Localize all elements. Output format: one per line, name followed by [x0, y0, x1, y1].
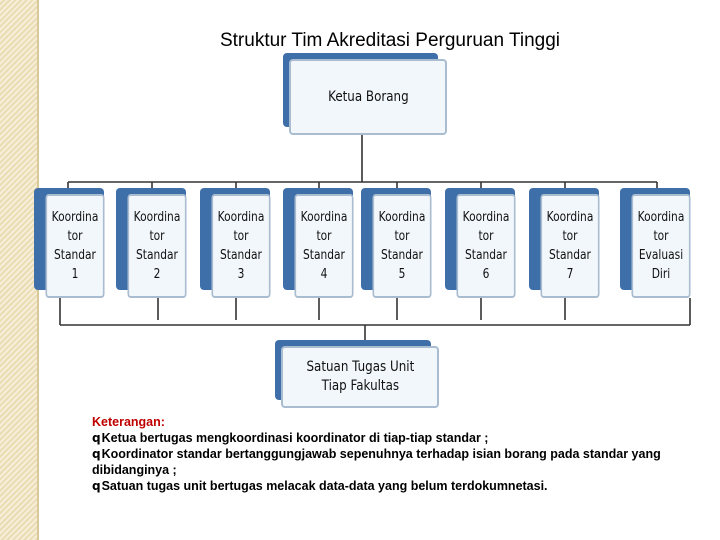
box-satuan-tugas	[275, 340, 439, 408]
koordinator-label: Koordina tor Standar 6	[462, 210, 510, 282]
note-item	[92, 430, 692, 446]
box-koordinator-standar-7	[529, 188, 606, 298]
koordinator-label: Koordina tor Standar 7	[546, 210, 594, 282]
bullet-icon: q	[92, 447, 101, 461]
note-item	[92, 446, 692, 478]
note-item	[92, 478, 692, 494]
koordinator-label: Koordina tor Standar 3	[217, 210, 265, 282]
bullet-icon: q	[92, 431, 101, 445]
bullet-icon: q	[92, 479, 101, 493]
box-koordinator-standar-4	[283, 188, 360, 298]
koordinator-label: Koordina tor Evaluasi Diri	[637, 210, 685, 282]
ketua-borang-label: Ketua Borang	[327, 89, 409, 105]
koordinator-label: Koordina tor Standar 1	[51, 210, 99, 282]
satuan-tugas-label: Satuan Tugas Unit Tiap Fakultas	[306, 359, 414, 394]
koordinator-label: Koordina tor Standar 2	[133, 210, 181, 282]
koordinator-label: Koordina tor Standar 4	[300, 210, 348, 282]
koordinator-label: Koordina tor Standar 5	[378, 210, 426, 282]
box-ketua-borang	[283, 53, 447, 135]
note-text: Ketua bertugas mengkoordinasi koordinator di tiap-tiap standar ;	[101, 431, 489, 445]
diagram-title: Struktur Tim Akreditasi Perguruan Tinggi	[219, 30, 561, 51]
notes-heading: Keterangan:	[92, 415, 165, 429]
box-koordinator-evaluasi-diri	[620, 188, 697, 298]
box-koordinator-standar-3	[200, 188, 277, 298]
note-text: Satuan tugas unit bertugas melacak data-data yang belum terdokumnetasi.	[101, 479, 548, 493]
note-text: Koordinator standar bertanggungjawab sepenuhnya terhadap isian borang pada standar yang dibidanginya ;	[92, 447, 661, 477]
box-koordinator-standar-5	[361, 188, 438, 298]
notes-section	[92, 414, 692, 494]
box-koordinator-standar-6	[445, 188, 522, 298]
box-koordinator-standar-2	[116, 188, 193, 298]
box-koordinator-standar-1	[34, 188, 111, 298]
